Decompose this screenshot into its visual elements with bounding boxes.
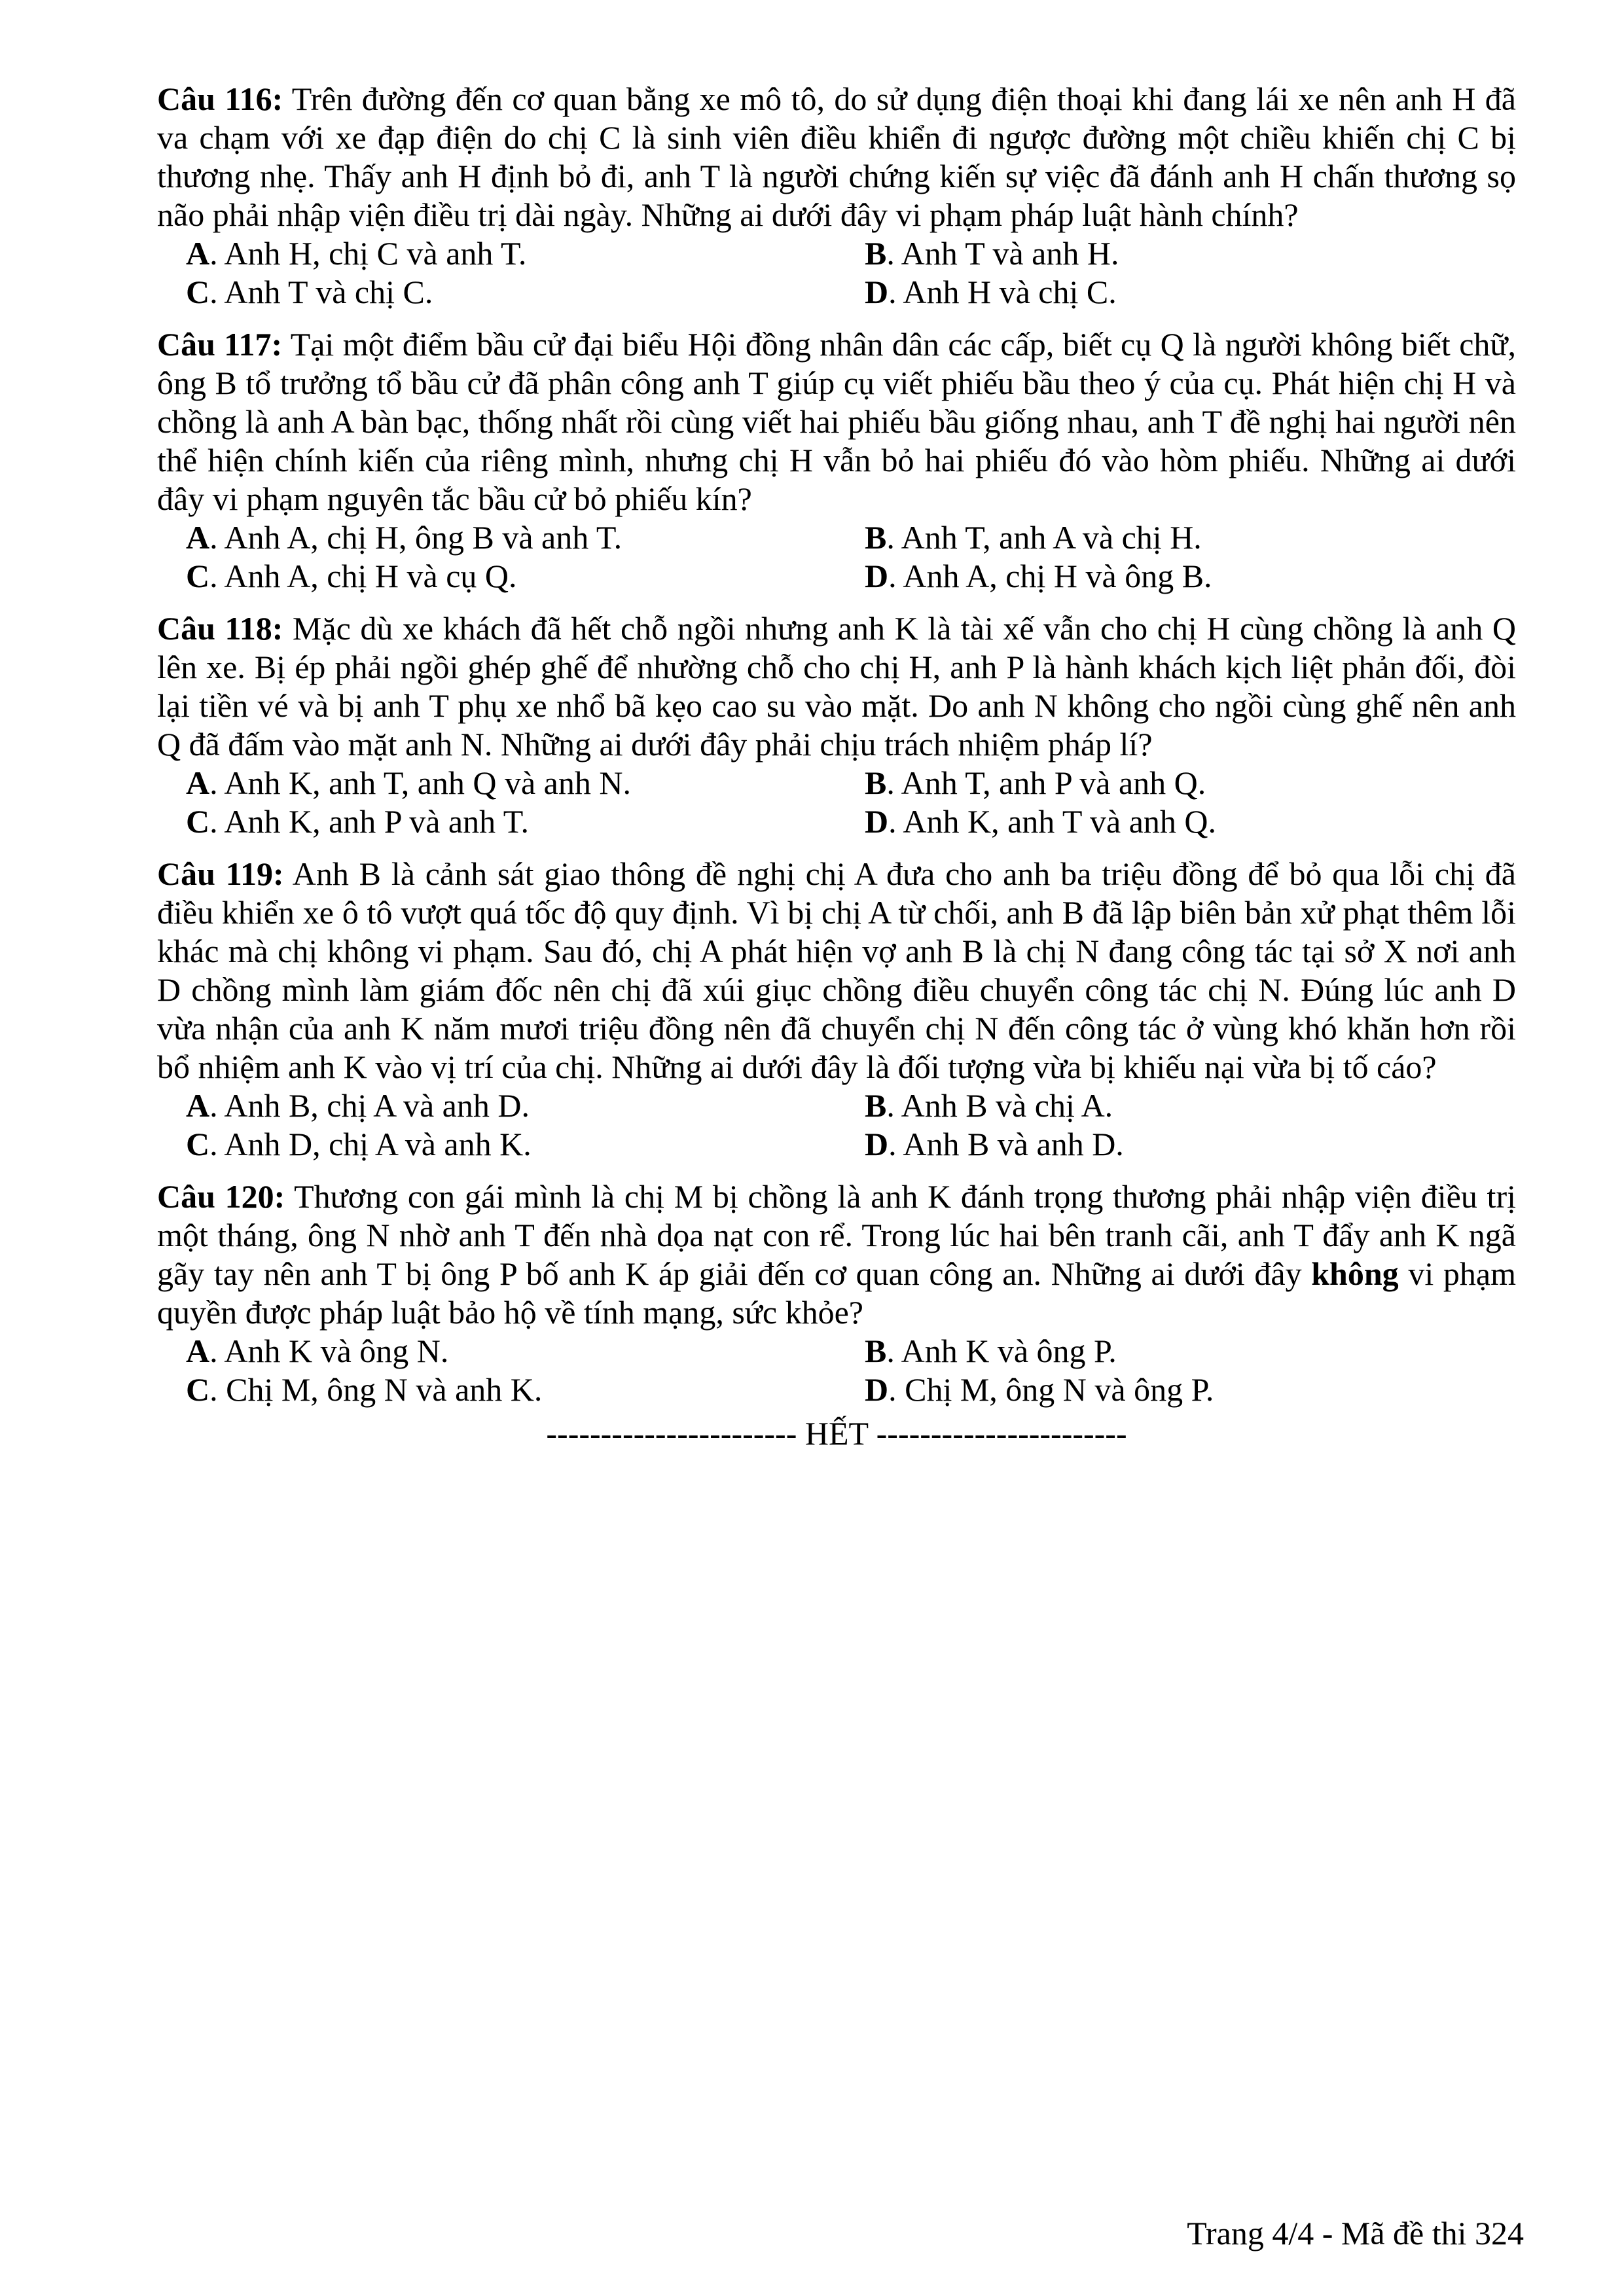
question-text-after: vi phạm quyền được pháp luật bảo hộ về tính mạng, sức khỏe?: [157, 1255, 1517, 1331]
option-key: A: [186, 764, 210, 801]
answer-options: [157, 518, 1516, 596]
option-text: . Anh K, anh T và anh Q.: [888, 803, 1216, 840]
answer-option-c: [186, 557, 865, 596]
question-text: Trên đường đến cơ quan bằng xe mô tô, do sử dụng điện thoại khi đang lái xe nên anh H đã va chạm với xe đạp điện do chị C là sinh viên điều khiển đi ngược đường một chiều khiến chị C bị thương nhẹ. Thấy anh H định bỏ đi, anh T là người chứng kiến sự việc đã đánh anh H chấn thương sọ não phải nhập viện điều trị dài ngày. Những ai dưới đây vi phạm pháp luật hành chính?: [157, 81, 1516, 233]
option-key: D: [865, 1126, 889, 1162]
answer-option-b: [865, 764, 1519, 802]
option-text: . Anh A, chị H và ông B.: [888, 558, 1212, 594]
answer-option-a: [186, 234, 865, 273]
option-key: A: [186, 235, 210, 272]
option-text: . Chị M, ông N và anh K.: [209, 1371, 543, 1408]
answer-option-b: [865, 518, 1519, 557]
question-text: Mặc dù xe khách đã hết chỗ ngồi nhưng anh K là tài xế vẫn cho chị H cùng chồng là anh Q lên xe. Bị ép phải ngồi ghép ghế để nhường chỗ cho chị H, anh P là hành khách kịch liệt phản đối, đòi lại tiền vé và bị anh T phụ xe nhổ bã kẹo cao su vào mặt. Do anh N không cho ngồi cùng ghế nên anh Q đã đấm vào mặt anh N. Những ai dưới đây phải chịu trách nhiệm pháp lí?: [157, 610, 1517, 762]
answer-option-b: [865, 234, 1519, 273]
option-key: D: [865, 558, 889, 594]
option-text: . Chị M, ông N và ông P.: [888, 1371, 1214, 1408]
question: [157, 1177, 1516, 1409]
answer-option-d: [865, 1125, 1519, 1164]
option-text: . Anh H, chị C và anh T.: [209, 235, 527, 272]
option-key: C: [186, 803, 210, 840]
answer-option-c: [186, 1125, 865, 1164]
answer-option-d: [865, 557, 1519, 596]
question-label: Câu 118:: [157, 610, 283, 647]
answer-options: [157, 764, 1516, 841]
answer-option-a: [186, 764, 865, 802]
question-label: Câu 119:: [157, 855, 284, 892]
option-text: . Anh T và chị C.: [209, 274, 433, 310]
option-key: C: [186, 1126, 210, 1162]
answer-option-b: [865, 1332, 1519, 1371]
option-text: . Anh A, chị H, ông B và anh T.: [209, 519, 623, 556]
answer-option-d: [865, 1371, 1519, 1409]
option-text: . Anh A, chị H và cụ Q.: [209, 558, 517, 594]
option-text: . Anh H và chị C.: [888, 274, 1117, 310]
answer-option-a: [186, 1086, 865, 1125]
option-text: . Anh T, anh P và anh Q.: [886, 764, 1206, 801]
answer-option-c: [186, 273, 865, 312]
option-text: . Anh B và chị A.: [886, 1087, 1113, 1124]
question: [157, 855, 1516, 1164]
answer-options: [157, 234, 1516, 312]
question-stem: [157, 609, 1516, 764]
question-text: Thương con gái mình là chị M bị chồng là anh K đánh trọng thương phải nhập viện điều trị một tháng, ông N nhờ anh T đến nhà dọa nạt con rể. Trong lúc hai bên tranh cãi, anh T đẩy anh K ngã gãy tay nên anh T bị ông P bố anh K áp giải đến cơ quan công an. Những ai dưới đây: [157, 1178, 1516, 1292]
option-key: B: [865, 519, 887, 556]
option-key: B: [865, 1333, 887, 1369]
option-key: A: [186, 1333, 210, 1369]
option-text: . Anh K và ông P.: [886, 1333, 1117, 1369]
option-key: D: [865, 1371, 889, 1408]
answer-option-c: [186, 802, 865, 841]
option-text: . Anh K và ông N.: [209, 1333, 449, 1369]
end-marker: ----------------------- HẾT -----------------------: [546, 1415, 1127, 1452]
answer-option-a: [186, 1332, 865, 1371]
option-key: D: [865, 274, 889, 310]
question-list: [157, 80, 1516, 1409]
question-stem: [157, 1177, 1516, 1332]
question: [157, 80, 1516, 312]
question: [157, 325, 1516, 596]
option-text: . Anh B và anh D.: [888, 1126, 1124, 1162]
answer-option-c: [186, 1371, 865, 1409]
question-label: Câu 120:: [157, 1178, 285, 1215]
option-key: D: [865, 803, 889, 840]
option-text: . Anh K, anh P và anh T.: [209, 803, 530, 840]
option-text: . Anh K, anh T, anh Q và anh N.: [209, 764, 631, 801]
answer-option-b: [865, 1086, 1519, 1125]
question-label: Câu 117:: [157, 326, 283, 363]
option-key: C: [186, 274, 210, 310]
question-label: Câu 116:: [157, 81, 283, 117]
option-key: C: [186, 558, 210, 594]
question-stem: [157, 325, 1516, 518]
page-footer: Trang 4/4 - Mã đề thi 324: [1187, 2215, 1524, 2251]
answer-option-a: [186, 518, 865, 557]
option-text: . Anh T và anh H.: [886, 235, 1119, 272]
question-text: Anh B là cảnh sát giao thông đề nghị chị A đưa cho anh ba triệu đồng để bỏ qua lỗi chị đã điều khiển xe ô tô vượt quá tốc độ quy định. Vì bị chị A từ chối, anh B đã lập biên bản xử phạt thêm lỗi khác mà chị không vi phạm. Sau đó, chị A phát hiện vợ anh B là chị N đang công tác tại sở X nơi anh D chồng mình làm giám đốc nên chị đã xúi giục chồng điều chuyển công tác chị N. Đúng lúc anh D vừa nhận của anh K năm mươi triệu đồng nên đã chuyển chị N đến công tác ở vùng khó khăn hơn rồi bổ nhiệm anh K vào vị trí của chị. Những ai dưới đây là đối tượng vừa bị khiếu nại vừa bị tố cáo?: [157, 855, 1516, 1085]
question-stem: [157, 855, 1516, 1086]
option-key: B: [865, 1087, 887, 1124]
answer-option-d: [865, 802, 1519, 841]
question-emphasis: không: [1311, 1255, 1399, 1292]
option-key: A: [186, 1087, 210, 1124]
question: [157, 609, 1516, 841]
question-stem: [157, 80, 1516, 234]
option-text: . Anh D, chị A và anh K.: [209, 1126, 532, 1162]
option-key: B: [865, 764, 887, 801]
option-key: A: [186, 519, 210, 556]
option-text: . Anh B, chị A và anh D.: [209, 1087, 530, 1124]
answer-options: [157, 1332, 1516, 1409]
option-key: B: [865, 235, 887, 272]
option-text: . Anh T, anh A và chị H.: [886, 519, 1202, 556]
answer-option-d: [865, 273, 1519, 312]
exam-content: [157, 80, 1516, 1453]
question-text: Tại một điểm bầu cử đại biểu Hội đồng nhân dân các cấp, biết cụ Q là người không biết chữ, ông B tổ trưởng tổ bầu cử đã phân công anh T giúp cụ viết phiếu bầu theo ý của cụ. Phát hiện chị H và chồng là anh A bàn bạc, thống nhất rồi cùng viết hai phiếu bầu giống nhau, anh T đề nghị hai người nên thể hiện chính kiến của riêng mình, nhưng chị H vẫn bỏ hai phiếu đó vào hòm phiếu. Những ai dưới đây vi phạm nguyên tắc bầu cử bỏ phiếu kín?: [157, 326, 1516, 517]
answer-options: [157, 1086, 1516, 1164]
option-key: C: [186, 1371, 210, 1408]
